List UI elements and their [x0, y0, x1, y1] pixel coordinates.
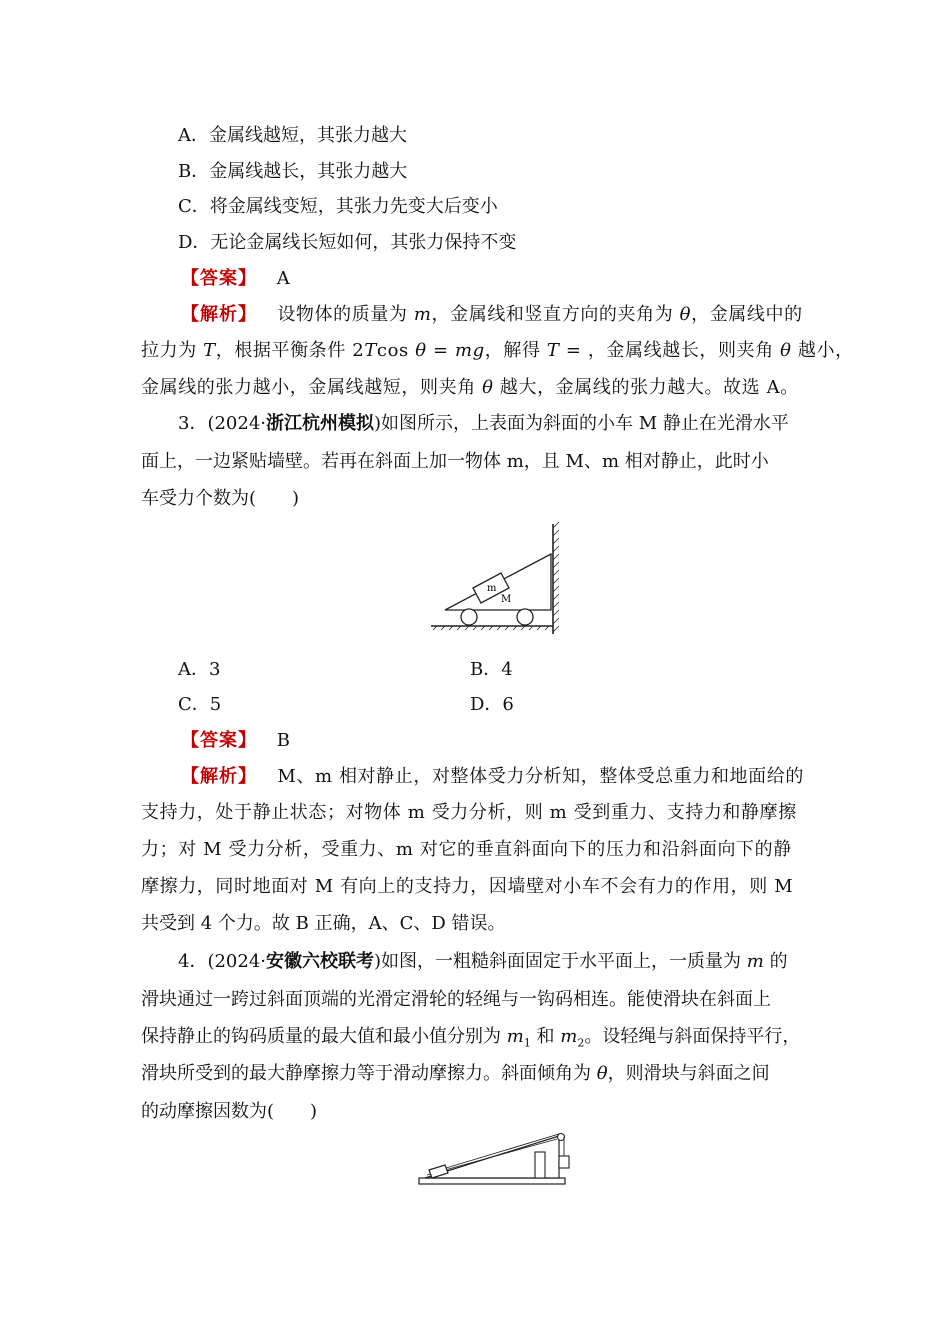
q2-option-d: D．无论金属线长短如何，其张力保持不变 — [178, 232, 517, 253]
q2-analysis-line-1: 【解析】 设物体的质量为 m，金属线和竖直方向的夹角为 θ，金属线中的 — [181, 304, 803, 325]
cart-wheel-left — [461, 609, 477, 625]
q3-option-b: B．4 — [470, 659, 513, 680]
q3-stem-line-3: 车受力个数为( ) — [141, 488, 300, 509]
answer-tag: 【答案】 — [181, 268, 257, 289]
analysis-tag: 【解析】 — [181, 766, 257, 787]
q3-answer — [181, 730, 290, 752]
q2-analysis-line-2: 拉力为 T，根据平衡条件 2Tcos θ = mg，解得 T = ，金属线越长，则夹角 θ 越小， — [141, 340, 854, 361]
answer-tag: 【答案】 — [181, 730, 257, 751]
q2-option-a: A．金属线越短，其张力越大 — [178, 125, 407, 146]
wall-hatching — [553, 522, 559, 632]
hook-weight — [559, 1156, 569, 1168]
q3-analysis-line-3: 力；对 M 受力分析，受重力、m 对它的垂直斜面向下的压力和沿斜面向下的静 — [141, 839, 792, 860]
support-post — [535, 1152, 545, 1178]
q4-stem-line-2: 滑块通过一跨过斜面顶端的光滑定滑轮的轻绳与一钩码相连。能使滑块在斜面上 — [141, 989, 771, 1010]
q2-analysis-line-3: 金属线的张力越小，金属线越短，则夹角 θ 越大，金属线的张力越大。故选 A。 — [141, 377, 799, 398]
q3-stem-line-2: 面上，一边紧贴墙壁。若再在斜面上加一物体 m，且 M、m 相对静止，此时小 — [141, 451, 769, 472]
q4-source: 安徽六校联考 — [266, 951, 375, 972]
q2-option-b: B．金属线越长，其张力越大 — [178, 161, 408, 182]
q3-analysis-line-2: 支持力，处于静止状态；对物体 m 受力分析，则 m 受到重力、支持力和静摩擦 — [141, 802, 797, 823]
q3-analysis-line-4: 摩擦力，同时地面对 M 有向上的支持力，因墙壁对小车不会有力的作用，则 M — [141, 876, 794, 897]
q4-stem-line-1: 4．(2024·安徽六校联考)如图，一粗糙斜面固定于水平面上，一质量为 m 的 — [178, 951, 788, 972]
q3-option-a: A．3 — [178, 659, 221, 680]
q3-stem-line-1: 3．(2024·浙江杭州模拟)如图所示，上表面为斜面的小车 M 静止在光滑水平 — [178, 413, 789, 434]
answer-value: B — [276, 730, 290, 751]
q2-option-c: C．将金属线变短，其张力先变大后变小 — [178, 196, 498, 217]
q4-stem-line-3: 保持静止的钩码质量的最大值和最小值分别为 $m_1$ 和 $m_2$。设轻绳与斜面保持平行， — [141, 1026, 801, 1050]
q4-stem-line-5: 的动摩擦因数为( ) — [141, 1101, 318, 1122]
answer-value: A — [276, 268, 290, 289]
q3-option-c: C．5 — [178, 694, 222, 715]
cart-wheel-right — [517, 609, 533, 625]
q4-figure-incline-pulley — [415, 1128, 575, 1190]
label-M: M — [501, 594, 512, 605]
q2-answer — [181, 268, 290, 290]
q3-option-d: D．6 — [470, 694, 514, 715]
q3-source: 浙江杭州模拟 — [266, 413, 375, 434]
q3-analysis-line-5: 共受到 4 个力。故 B 正确，A、C、D 错误。 — [141, 913, 506, 934]
analysis-tag: 【解析】 — [181, 304, 257, 325]
q3-figure-cart-on-wall — [425, 520, 565, 640]
q4-stem-line-4: 滑块所受到的最大静摩擦力等于滑动摩擦力。斜面倾角为 θ，则滑块与斜面之间 — [141, 1063, 770, 1084]
q3-analysis-line-1: 【解析】 M、m 相对静止，对整体受力分析知，整体受总重力和地面给的 — [181, 766, 804, 787]
base-platform — [419, 1178, 565, 1184]
label-m: m — [487, 583, 497, 594]
pulley — [558, 1134, 565, 1141]
